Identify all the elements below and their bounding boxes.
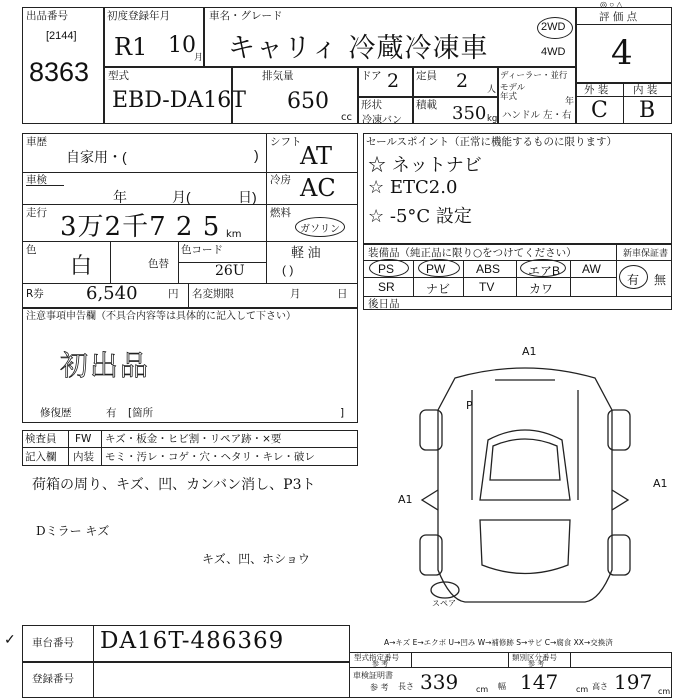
chassis-value: DA16T-486369: [100, 628, 285, 654]
equipment-item: ナビ: [426, 282, 451, 296]
shift-label: シフト: [270, 136, 302, 148]
reg-month-unit: 月: [194, 53, 204, 63]
equipment-item: PS: [378, 262, 395, 276]
sales-point-item: ☆ ETC2.0: [368, 177, 458, 198]
diagram-mirror: [612, 490, 628, 510]
exterior-grade: C: [591, 98, 608, 123]
shaken-year: 年: [113, 189, 127, 205]
first-reg-label: 初度登録年月: [107, 10, 170, 22]
interior-label: 内 装: [633, 84, 658, 96]
color-code-value: 26U: [215, 263, 245, 279]
notes-label: 後日品: [368, 298, 400, 310]
diagram-mark: A1: [398, 493, 413, 506]
sales-point-item: ☆ -5°C 設定: [368, 206, 472, 227]
shape-label: 形状: [361, 99, 382, 111]
cc-value: 650: [287, 89, 329, 114]
width-unit: cm: [576, 685, 589, 694]
chassis-label: 車台番号: [32, 637, 74, 649]
legend-row2: モミ・汚レ・コゲ・穴・ヘタリ・キレ・破レ: [105, 451, 315, 463]
diagram-windshield: [490, 439, 560, 480]
ac-label: 冷房: [270, 174, 291, 186]
load-unit: kg: [487, 114, 498, 124]
height-unit: cm: [658, 687, 671, 696]
equipment-item: エアB: [528, 264, 561, 278]
fuel-label: 燃料: [270, 207, 291, 219]
width-label: 幅: [498, 682, 506, 691]
height-value: 197: [614, 670, 653, 694]
lot-label: 出品番号: [26, 10, 68, 22]
length-label: 長さ: [398, 682, 414, 691]
color-label: 色: [26, 244, 37, 256]
equipment-item: SR: [378, 280, 395, 294]
vehicle-name: キャリィ 冷蔵冷凍車: [228, 33, 489, 64]
shift-value: AT: [300, 142, 333, 170]
diagram-wheel-rr: [608, 535, 630, 575]
pw-circle: [418, 259, 460, 277]
check-mark: ✓: [4, 632, 16, 648]
ps-circle: [369, 259, 409, 277]
top-marks: ◎ ○ △: [600, 0, 623, 9]
height-label: 高さ: [592, 682, 608, 691]
shaken-label: 車検: [26, 174, 47, 186]
model-year-unit: 年: [565, 97, 575, 107]
diagram-body-outline: [438, 368, 612, 602]
history-close: ): [254, 147, 259, 163]
first-listing-stamp: 初出品: [60, 349, 151, 382]
lot-number: 8363: [29, 57, 90, 87]
diagram-cab: [480, 430, 570, 500]
legend-row1: キズ・板金・ヒビ割・リペア跡・×要: [105, 433, 282, 445]
diagram-wheel-fl: [420, 410, 442, 450]
door-label: ドア: [361, 70, 382, 82]
recycle-value: 6,540: [86, 283, 138, 304]
shape-value: 冷凍バン: [362, 115, 402, 126]
diagram-mark: A1: [522, 345, 537, 358]
dealer-label: ディーラー・並行: [500, 71, 568, 81]
fuel-paren: ( ): [282, 263, 294, 277]
diagram-mark: A1: [653, 477, 668, 490]
spare-label: スペア: [432, 599, 456, 608]
mileage-unit: km: [226, 229, 242, 240]
diagram-mark: P: [466, 399, 473, 412]
airbag-circle: [520, 259, 566, 277]
cert-ref: 参 考: [370, 683, 389, 692]
fuel-value: ガソリン: [300, 224, 340, 235]
load-label: 積載: [416, 99, 437, 111]
interior-box-label: 内装: [73, 451, 94, 463]
capacity-label: 定員: [416, 70, 437, 82]
equipment-item: カワ: [529, 282, 554, 296]
color-code-label: 色コード: [181, 244, 223, 256]
cc-unit: cc: [341, 112, 352, 123]
name-change-month: 月: [290, 288, 301, 300]
history-value: 自家用・(: [66, 149, 127, 165]
name-change-day: 日: [337, 288, 348, 300]
mileage-value: 3万2千7 2 5: [60, 212, 221, 242]
type-designation-ref: 参 考: [372, 660, 389, 668]
classification-ref: 参 考: [528, 660, 545, 668]
reg-no-label: 登録番号: [32, 673, 74, 685]
diagram-hood: [480, 520, 570, 574]
entry-label: 記入欄: [25, 451, 57, 463]
declaration-label: 注意事項申告欄（不具合内容等は具体的に記入して下さい）: [26, 311, 296, 322]
handle-label: ハンドル 左・右: [502, 110, 572, 121]
fw-label: FW: [75, 433, 92, 445]
width-value: 147: [520, 670, 559, 694]
shaken-month: 月(: [172, 189, 191, 205]
name-change-label: 名変期限: [192, 288, 234, 300]
reg-era: R1: [114, 33, 148, 61]
mileage-label: 走行: [26, 207, 47, 219]
equipment-item: ABS: [476, 262, 501, 276]
equipment-item: PW: [426, 262, 446, 276]
length-value: 339: [420, 670, 459, 694]
recycle-label: R券: [26, 288, 44, 300]
remark-line: 荷箱の周り、キズ、凹、カンバン消し、P3ト: [32, 477, 316, 493]
cc-label: 排気量: [262, 70, 294, 82]
warranty-label: 新車保証書: [623, 249, 669, 259]
capacity-value: 2: [456, 70, 469, 92]
model-type-value: EBD-DA16T: [112, 88, 246, 113]
drive-alt: 4WD: [541, 46, 566, 58]
ac-value: AC: [300, 174, 336, 202]
fuel-alt: 軽 油: [291, 245, 321, 260]
cert-label: 車検証明書: [353, 671, 393, 680]
type-designation-label: 型式指定番号: [354, 653, 399, 662]
reg-month: 10: [168, 33, 196, 58]
history-label: 車歴: [26, 136, 47, 148]
model-type-label: 型式: [108, 70, 129, 82]
exterior-label: 外 装: [584, 84, 609, 96]
warranty-yes: 有: [627, 273, 640, 287]
equipment-label: 装備品（純正品に限り○をつけてください）: [368, 247, 577, 259]
sales-points-label: セールスポイント（正常に機能するものに限ります）: [366, 136, 618, 148]
repair-place: [箇所: [128, 407, 154, 419]
model-year-label: モデル年式: [500, 83, 526, 102]
diagram-mirror: [422, 490, 438, 510]
equipment-item: TV: [479, 280, 495, 294]
sales-point-item: ☆ ネットナビ: [368, 155, 482, 176]
repair-close: ]: [340, 407, 345, 419]
length-unit: cm: [476, 685, 489, 694]
remark-line: Dミラー キズ: [36, 524, 110, 538]
car-diagram: [400, 350, 650, 620]
diagram-wheel-rl: [420, 535, 442, 575]
door-value: 2: [387, 70, 400, 92]
warranty-no: 無: [654, 273, 667, 287]
score-label: 評 価 点: [599, 11, 638, 23]
recycle-unit: 円: [168, 288, 179, 300]
color-change-label: 色替: [148, 258, 169, 270]
repair-yes: 有: [106, 407, 117, 419]
code-legend: A→キズ E→エクボ U→凹み W→補修跡 S→サビ C→腐食 XX→交換済: [384, 638, 613, 647]
equipment-item: AW: [582, 262, 601, 276]
drive-mark: 2WD: [541, 21, 566, 33]
color-value: 白: [70, 254, 93, 279]
interior-grade: B: [639, 98, 656, 123]
score-value: 4: [611, 33, 633, 73]
diagram-wheel-fr: [608, 410, 630, 450]
shaken-day: 日): [238, 189, 257, 205]
warranty-circle: [619, 265, 648, 289]
capacity-unit: 人: [487, 85, 497, 95]
vehicle-name-label: 車名・グレード: [209, 10, 283, 22]
repair-label: 修復歴: [40, 407, 72, 419]
inspector-label: 検査員: [25, 433, 57, 445]
remark-line: キズ、凹、ホショウ: [202, 552, 310, 566]
lot-sub: [2144]: [46, 30, 77, 42]
classification-label: 類別区分番号: [512, 653, 557, 662]
load-value: 350: [452, 103, 487, 124]
